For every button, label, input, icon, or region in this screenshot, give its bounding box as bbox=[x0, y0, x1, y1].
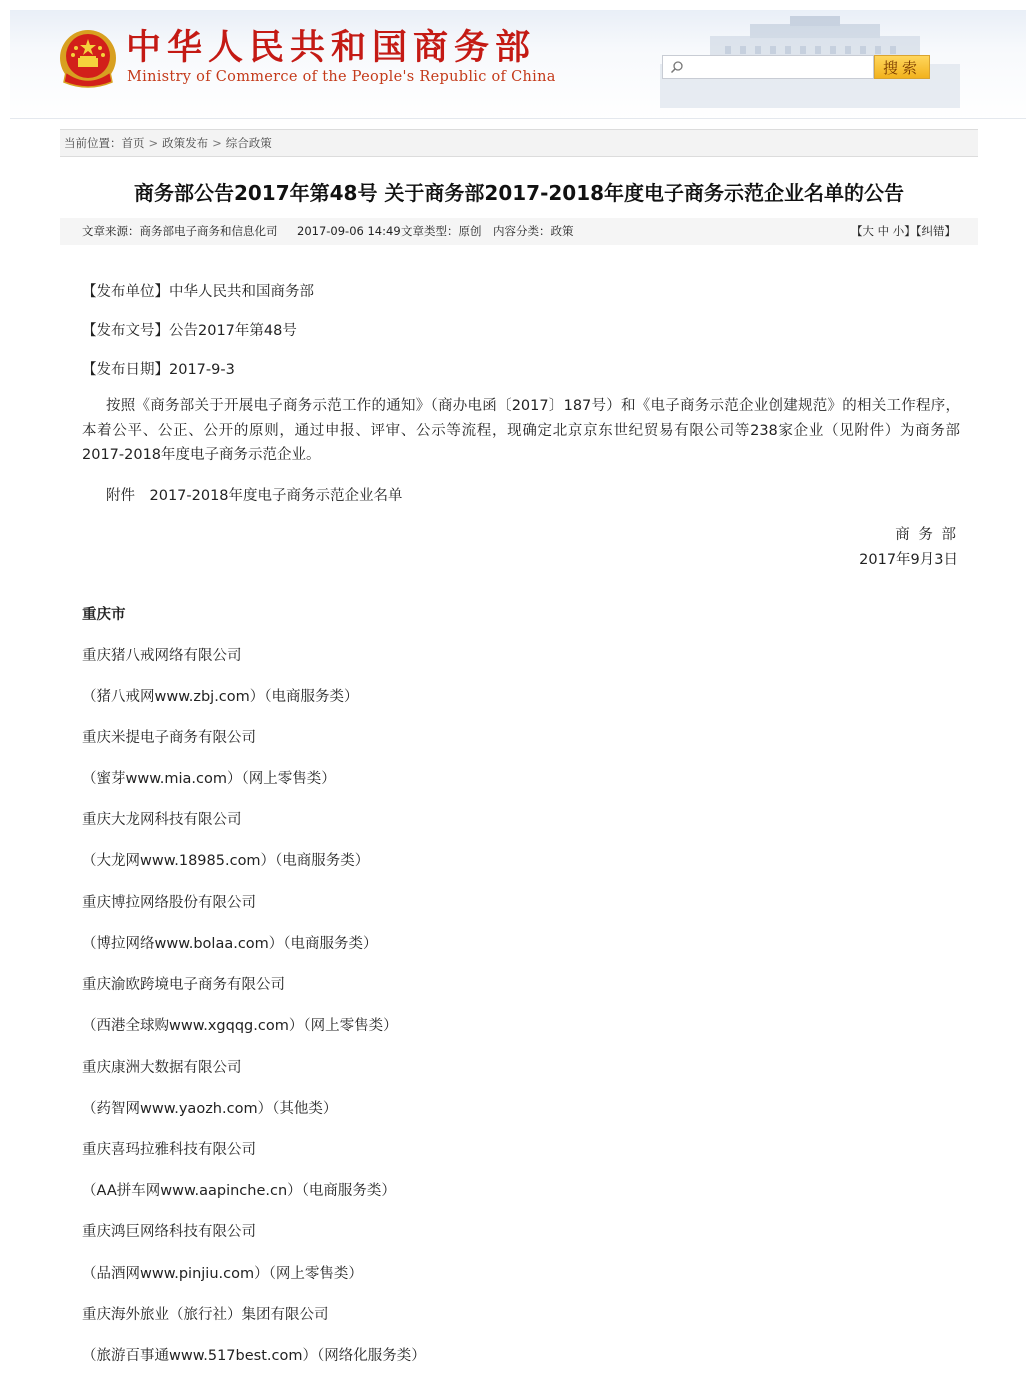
signature-org: 商 务 部 bbox=[895, 527, 958, 543]
article-source: 文章来源：商务部电子商务和信息化司 bbox=[82, 224, 278, 238]
field-issuer bbox=[82, 280, 314, 301]
report-error-link[interactable]: 【纠错】 bbox=[915, 224, 956, 238]
company-name: 重庆猪八戒网络有限公司 bbox=[82, 648, 242, 664]
field-issue-date bbox=[82, 358, 235, 379]
breadcrumb-separator: > bbox=[148, 136, 159, 150]
search-icon bbox=[670, 60, 684, 74]
article-title: 商务部公告2017年第48号 关于商务部2017-2018年度电子商务示范企业名单的公告 bbox=[133, 181, 905, 205]
meta-actions bbox=[851, 218, 956, 245]
field-value: 公告2017年第48号 bbox=[169, 323, 297, 339]
field-value: 2017-9-3 bbox=[169, 362, 235, 378]
breadcrumb-separator: > bbox=[212, 136, 222, 150]
article-meta-bar bbox=[60, 218, 978, 245]
national-emblem-icon bbox=[58, 26, 118, 92]
site-title-cn: 中华人民共和国商务部 bbox=[126, 27, 537, 68]
company-name: 重庆渝欧跨境电子商务有限公司 bbox=[82, 977, 285, 993]
article-category: 内容分类：政策 bbox=[493, 224, 574, 238]
article-datetime: 2017-09-06 14:49 bbox=[297, 224, 401, 238]
font-size-toggle[interactable]: 【大 中 小】 bbox=[850, 224, 916, 238]
company-detail: （AA拼车网www.aapinche.cn）（电商服务类） bbox=[82, 1183, 396, 1199]
company-detail: （旅游百事通www.517best.com）（网络化服务类） bbox=[82, 1348, 426, 1364]
field-label: 【发布文号】 bbox=[82, 323, 169, 339]
breadcrumb-policy-release-link[interactable]: 政策发布 bbox=[162, 136, 209, 150]
company-detail: （品酒网www.pinjiu.com）（网上零售类） bbox=[82, 1266, 363, 1282]
attachment-link[interactable]: 附件 2017-2018年度电子商务示范企业名单 bbox=[106, 488, 403, 504]
field-value: 中华人民共和国商务部 bbox=[169, 284, 314, 300]
company-name: 重庆喜玛拉雅科技有限公司 bbox=[82, 1142, 256, 1158]
region-heading: 重庆市 bbox=[82, 607, 126, 623]
field-doc-number bbox=[82, 319, 297, 340]
article-body-paragraph: 按照《商务部关于开展电子商务示范工作的通知》（商办电函〔2017〕187号）和《电子商务示范企业创建规范》的相关工作程序，本着公平、公正、公开的原则，通过申报、评审、公示等流程，现确定北京京东世纪贸易有限公司等238家企业（见附件）为商务部2017-2018年度电子商务示范企业。 bbox=[82, 398, 960, 463]
breadcrumb bbox=[60, 129, 978, 157]
field-label: 【发布日期】 bbox=[82, 362, 169, 378]
company-name: 重庆康洲大数据有限公司 bbox=[82, 1060, 242, 1076]
company-detail: （猪八戒网www.zbj.com）（电商服务类） bbox=[82, 689, 359, 705]
company-detail: （西港全球购www.xgqqg.com）（网上零售类） bbox=[82, 1018, 398, 1034]
company-name: 重庆米提电子商务有限公司 bbox=[82, 730, 256, 746]
company-name: 重庆鸿巨网络科技有限公司 bbox=[82, 1224, 256, 1240]
company-name: 重庆大龙网科技有限公司 bbox=[82, 812, 242, 828]
field-label: 【发布单位】 bbox=[82, 284, 169, 300]
signature-date: 2017年9月3日 bbox=[859, 552, 958, 568]
company-detail: （博拉网络www.bolaa.com）（电商服务类） bbox=[82, 936, 378, 952]
breadcrumb-general-policy-link[interactable]: 综合政策 bbox=[225, 136, 272, 150]
header-divider bbox=[10, 118, 1026, 119]
search-button[interactable]: 搜索 bbox=[874, 55, 930, 79]
company-detail: （大龙网www.18985.com）（电商服务类） bbox=[82, 853, 370, 869]
company-detail: （蜜芽www.mia.com）（网上零售类） bbox=[82, 771, 336, 787]
company-detail: （药智网www.yaozh.com）（其他类） bbox=[82, 1101, 338, 1117]
site-title-en: Ministry of Commerce of the People's Republic of China bbox=[127, 69, 556, 85]
article-type: 文章类型：原创 bbox=[401, 224, 482, 238]
breadcrumb-home-link[interactable]: 首页 bbox=[121, 136, 145, 150]
company-name: 重庆博拉网络股份有限公司 bbox=[82, 895, 256, 911]
search-input[interactable] bbox=[662, 55, 874, 79]
company-name: 重庆海外旅业（旅行社）集团有限公司 bbox=[82, 1307, 329, 1323]
breadcrumb-prefix: 当前位置： bbox=[64, 136, 122, 150]
